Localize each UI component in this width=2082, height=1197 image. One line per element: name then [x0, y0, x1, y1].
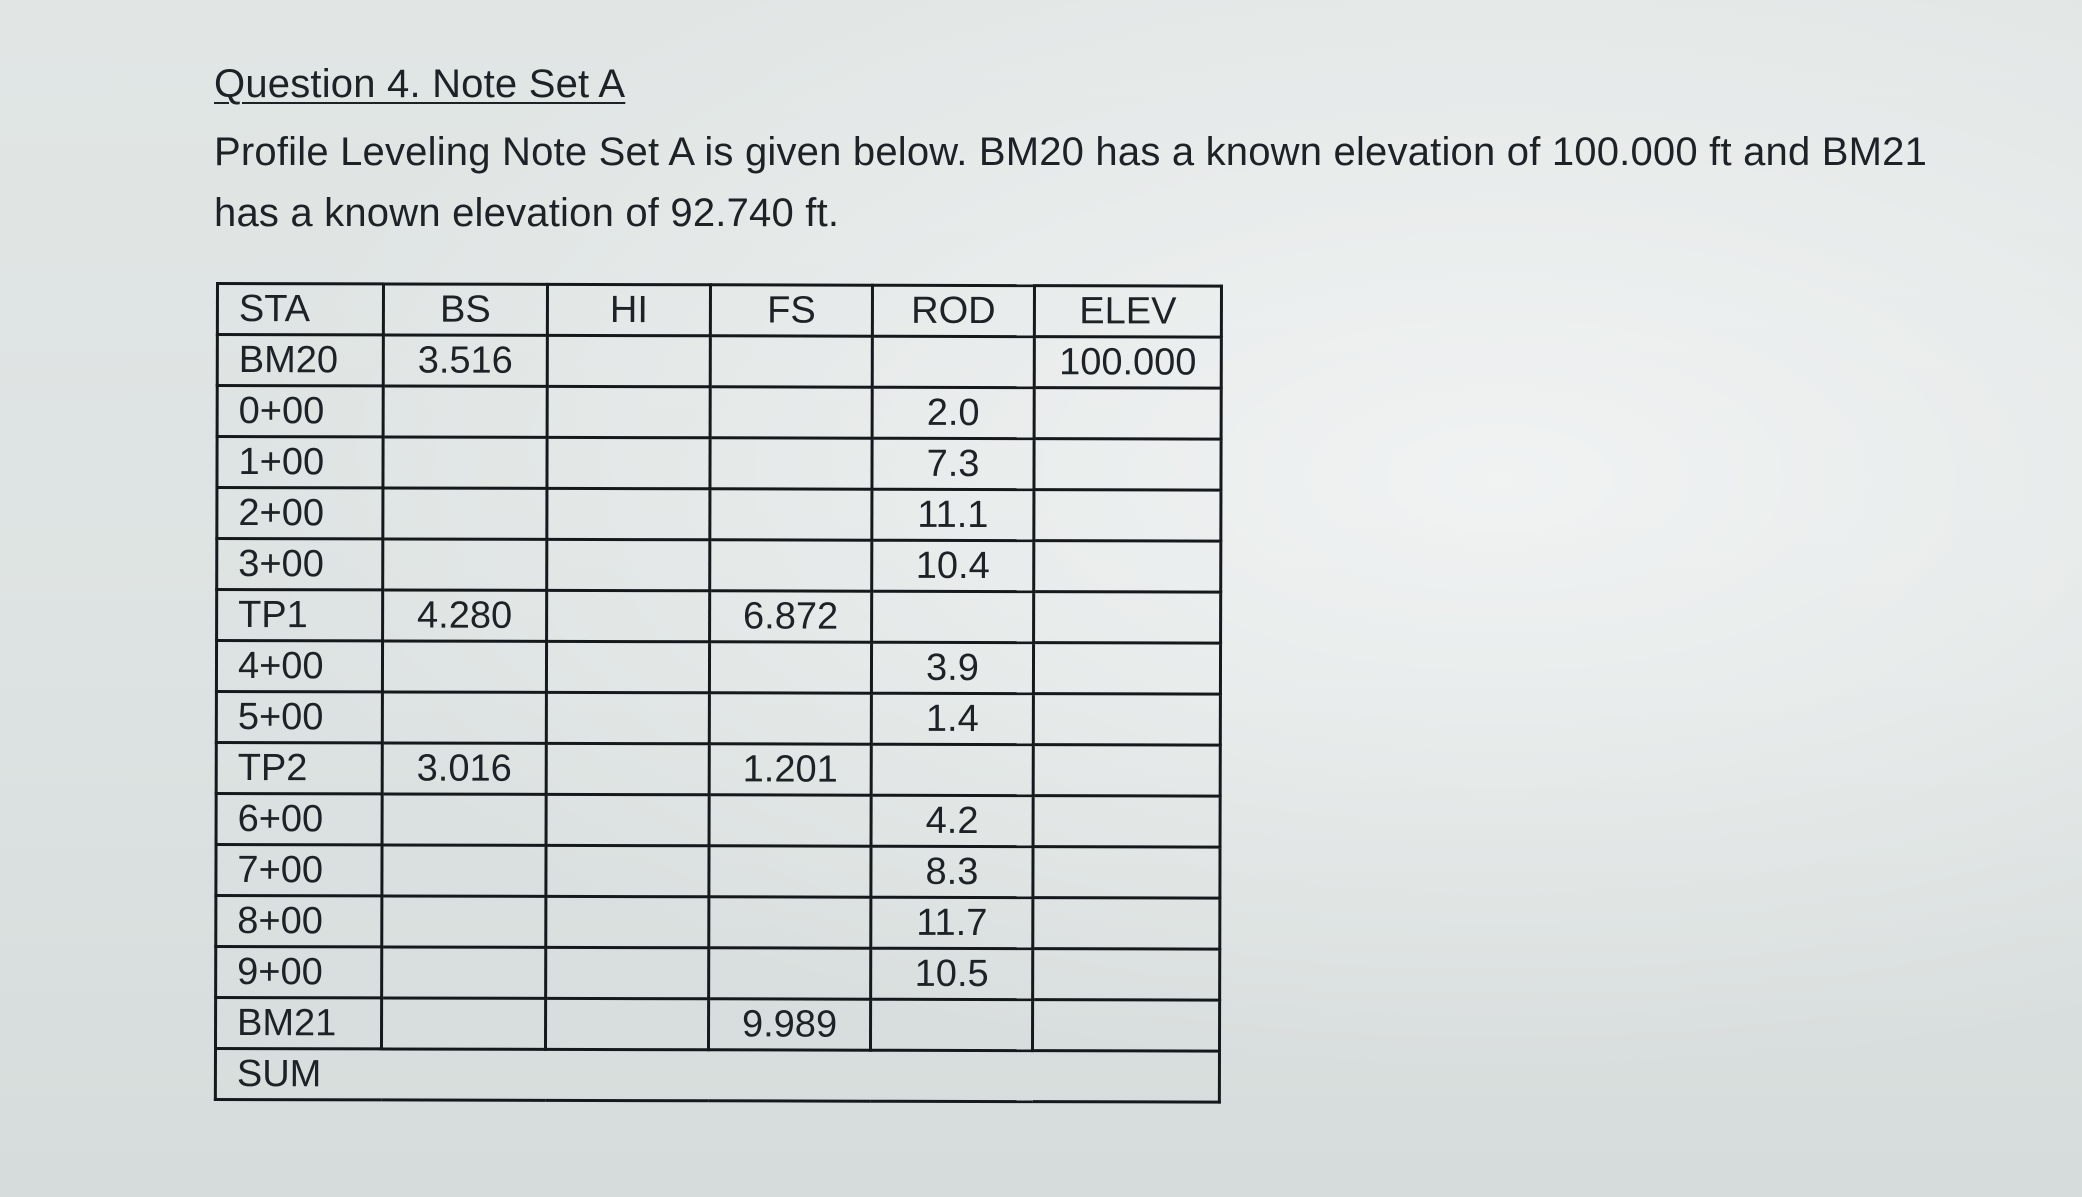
table-row — [217, 386, 1221, 440]
table-row — [217, 437, 1221, 491]
cell-rod — [872, 591, 1034, 642]
cell-hi — [546, 794, 709, 845]
cell-rod: 4.2 — [871, 795, 1033, 846]
table-row — [216, 641, 1220, 695]
cell-hi — [547, 386, 710, 437]
cell-hi — [546, 845, 709, 896]
cell-hi — [546, 896, 709, 947]
cell-elev — [1034, 439, 1221, 490]
cell-elev — [1034, 490, 1221, 541]
cell-bs — [382, 845, 546, 896]
cell-hi — [546, 641, 709, 692]
cell-hi — [546, 947, 709, 998]
cell-elev — [1034, 388, 1221, 439]
cell-elev — [1033, 745, 1220, 796]
cell-bs — [383, 539, 547, 590]
cell-rod — [871, 744, 1033, 795]
cell-bs — [383, 386, 547, 437]
cell-elev — [1032, 1000, 1219, 1051]
cell-sta: 6+00 — [216, 794, 382, 845]
cell-fs — [710, 387, 872, 438]
header-elev: ELEV — [1034, 286, 1221, 337]
cell-sta: 7+00 — [216, 845, 382, 896]
table-row — [217, 590, 1221, 644]
cell-elev — [1034, 592, 1221, 643]
cell-bs: 4.280 — [383, 590, 547, 641]
cell-elev: 100.000 — [1034, 337, 1221, 388]
cell-bs — [381, 998, 545, 1049]
cell-hi — [547, 590, 710, 641]
cell-fs — [710, 438, 872, 489]
table-sum-row — [215, 1049, 1219, 1103]
cell-sta: 0+00 — [217, 386, 383, 437]
cell-elev — [1033, 949, 1220, 1000]
cell-bs — [383, 488, 547, 539]
cell-elev — [1033, 694, 1220, 745]
cell-fs: 6.872 — [710, 591, 872, 642]
cell-sta: 3+00 — [217, 539, 383, 590]
cell-hi — [547, 335, 710, 386]
cell-rod — [870, 999, 1032, 1050]
cell-rod: 11.1 — [872, 489, 1034, 540]
cell-fs — [709, 642, 871, 693]
cell-bs — [382, 947, 546, 998]
cell-fs — [709, 897, 871, 948]
cell-fs — [710, 540, 872, 591]
cell-fs — [709, 795, 871, 846]
header-sta: STA — [217, 284, 383, 335]
cell-sta: BM21 — [215, 998, 381, 1049]
cell-rod: 3.9 — [871, 642, 1033, 693]
cell-rod: 10.5 — [871, 948, 1033, 999]
cell-fs — [710, 489, 872, 540]
cell-bs — [382, 794, 546, 845]
question-intro: Profile Leveling Note Set A is given below. BM20 has a known elevation of 100.000 ft and BM21 has a known elevation of 92.740 ft. — [214, 130, 1928, 235]
cell-rod: 7.3 — [872, 438, 1034, 489]
cell-bs: 3.016 — [382, 743, 546, 794]
cell-rod — [872, 336, 1034, 387]
cell-sta: 5+00 — [216, 692, 382, 743]
table-row — [217, 539, 1221, 593]
table-row — [216, 794, 1220, 848]
cell-bs — [383, 437, 547, 488]
cell-rod: 1.4 — [871, 693, 1033, 744]
cell-hi — [547, 437, 710, 488]
table-row — [215, 998, 1219, 1052]
cell-fs: 9.989 — [708, 999, 870, 1050]
table-row — [216, 692, 1220, 746]
cell-sta: TP1 — [217, 590, 383, 641]
header-fs: FS — [710, 285, 872, 336]
cell-hi — [546, 692, 709, 743]
cell-sta: 8+00 — [216, 896, 382, 947]
cell-bs — [382, 641, 546, 692]
cell-sta: BM20 — [217, 335, 383, 386]
cell-rod: 8.3 — [871, 846, 1033, 897]
cell-elev — [1033, 643, 1220, 694]
header-hi: HI — [547, 284, 710, 335]
cell-rod: 2.0 — [872, 387, 1034, 438]
table-header-row — [217, 284, 1221, 338]
leveling-notes-table — [214, 282, 1223, 1104]
cell-sta: 1+00 — [217, 437, 383, 488]
cell-bs — [382, 896, 546, 947]
cell-sta: 9+00 — [216, 947, 382, 998]
cell-bs: 3.516 — [383, 335, 547, 386]
cell-hi — [547, 488, 710, 539]
cell-sta: 2+00 — [217, 488, 383, 539]
cell-fs — [709, 948, 871, 999]
cell-fs: 1.201 — [709, 744, 871, 795]
cell-elev — [1034, 541, 1221, 592]
cell-elev — [1033, 796, 1220, 847]
cell-fs — [710, 336, 872, 387]
sum-label: SUM — [215, 1049, 1219, 1103]
cell-bs — [382, 692, 546, 743]
table-row — [216, 743, 1220, 797]
header-rod: ROD — [872, 285, 1034, 336]
cell-fs — [709, 846, 871, 897]
question-title: Question 4. Note Set A — [214, 62, 626, 106]
header-bs: BS — [383, 284, 547, 335]
table-row — [216, 896, 1220, 950]
cell-elev — [1033, 898, 1220, 949]
cell-hi — [545, 998, 708, 1049]
cell-sta: 4+00 — [216, 641, 382, 692]
cell-rod: 11.7 — [871, 897, 1033, 948]
table-row — [216, 845, 1220, 899]
table-row — [217, 335, 1221, 389]
cell-sta: TP2 — [216, 743, 382, 794]
cell-fs — [709, 693, 871, 744]
table-row — [217, 488, 1221, 542]
cell-hi — [546, 743, 709, 794]
table-row — [216, 947, 1220, 1001]
cell-rod: 10.4 — [872, 540, 1034, 591]
cell-hi — [547, 539, 710, 590]
cell-elev — [1033, 847, 1220, 898]
